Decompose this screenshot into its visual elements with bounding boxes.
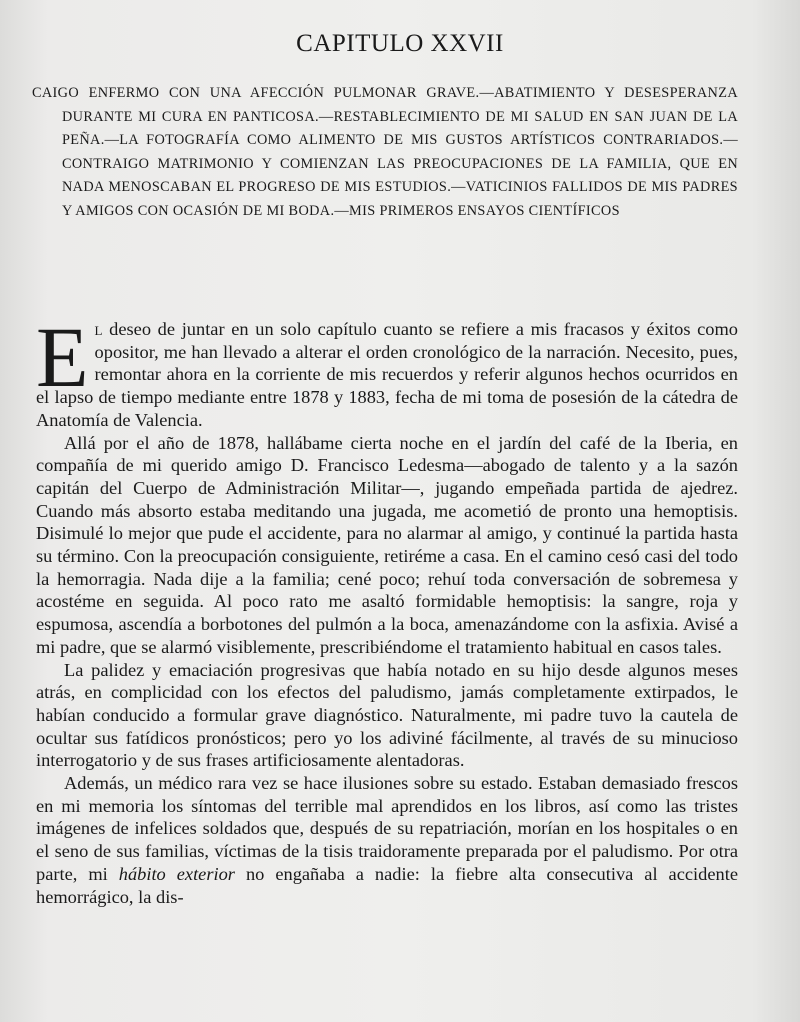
- paragraph-4-italic: hábito exterior: [118, 863, 235, 884]
- chapter-summary: [32, 82, 738, 224]
- paragraph-4-text-a: Además, un médico rara vez se hace ilusiones sobre su estado. Estaban demasiado frescos en mi memoria los síntomas del terrible mal aprendidos en los libros, así como las tristes imágenes de infelices soldados que, después de su repatriación, morían en los hospitales o en el seno de sus familias, víctimas de la tisis traidoramente preparada por el paludismo. Por otra parte, mi: [36, 773, 738, 884]
- paragraph-4-text-b: no engañaba a nadie: la fiebre alta consecutiva al accidente hemorrágico, la dis-: [36, 863, 738, 907]
- chapter-summary-text: CAIGO ENFERMO CON UNA AFECCIÓN PULMONAR GRAVE.—ABATIMIENTO Y DESESPERANZA DURANTE MI CURA EN PANTICOSA.—RESTABLECIMIENTO DE MI SALUD EN SAN JUAN DE LA PEÑA.—LA FOTOGRAFÍA COMO ALIMENTO DE MIS GUSTOS ARTÍSTICOS CONTRARIADOS.—CONTRAIGO MATRIMONIO Y COMIENZAN LAS PREOCUPACIONES DE LA FAMILIA, QUE EN NADA MENOSCABAN EL PROGRESO DE MIS ESTUDIOS.—VATICINIOS FALLIDOS DE MIS PADRES Y AMIGOS CON OCASIÓN DE MI BODA.—MIS PRIMEROS ENSAYOS CIENTÍFICOS: [32, 85, 738, 219]
- chapter-title: CAPITULO XXVII: [296, 30, 504, 57]
- drop-cap: E: [36, 309, 89, 405]
- paragraph-3: La palidez y emaciación progresivas que había notado en su hijo desde algunos meses atrás, en complicidad con los efectos del paludismo, jamás completamente extirpados, le habían conducido a formular grave diagnóstico. Naturalmente, mi padre tuvo la cautela de ocultar sus fatídicos pronósticos; pero yo los adiviné fácilmente, al través de su minucioso interrogatorio y de sus frases artificiosamente alentadoras.: [36, 659, 738, 771]
- chapter-body: [36, 309, 738, 908]
- paragraph-1-text: deseo de juntar en un solo capítulo cuanto se refiere a mis fracasos y éxitos como opositor, me han llevado a alterar el orden cronológico de la narración. Necesito, pues, remontar ahora en la corriente de mis recuerdos y referir algunos hechos ocurridos en el lapso de tiempo mediante entre 1878 y 1883, fecha de mi toma de posesión de la cátedra de Anatomía de Valencia.: [36, 319, 738, 430]
- paragraph-4: [36, 772, 738, 908]
- paragraph-2: Allá por el año de 1878, hallábame cierta noche en el jardín del café de la Iberia, en compañía de mi querido amigo D. Francisco Ledesma—abogado de talento y a la sazón capitán del Cuerpo de Administración Militar—, jugando empeñada partida de ajedrez. Cuando más absorto estaba meditando una jugada, me acometió de pronto una hemoptisis. Disimulé lo mejor que pude el accidente, para no alarmar al amigo, y continué la partida hasta su término. Con la preocupación consiguiente, retiréme a casa. En el camino cesó casi del todo la hemorragia. Nada dije a la familia; cené poco; rehuí toda conversación de sobremesa y acostéme en seguida. Al poco rato me asaltó formidable hemoptisis: la sangre, roja y espumosa, ascendía a borbotones del pulmón a la boca, amenazándome con la asfixia. Avisé a mi padre, que se alarmó visiblemente, prescribiéndome el tratamiento habitual en casos tales.: [36, 432, 738, 657]
- paragraph-1-smallcaps: l: [94, 319, 103, 339]
- paragraph-1: [36, 309, 738, 432]
